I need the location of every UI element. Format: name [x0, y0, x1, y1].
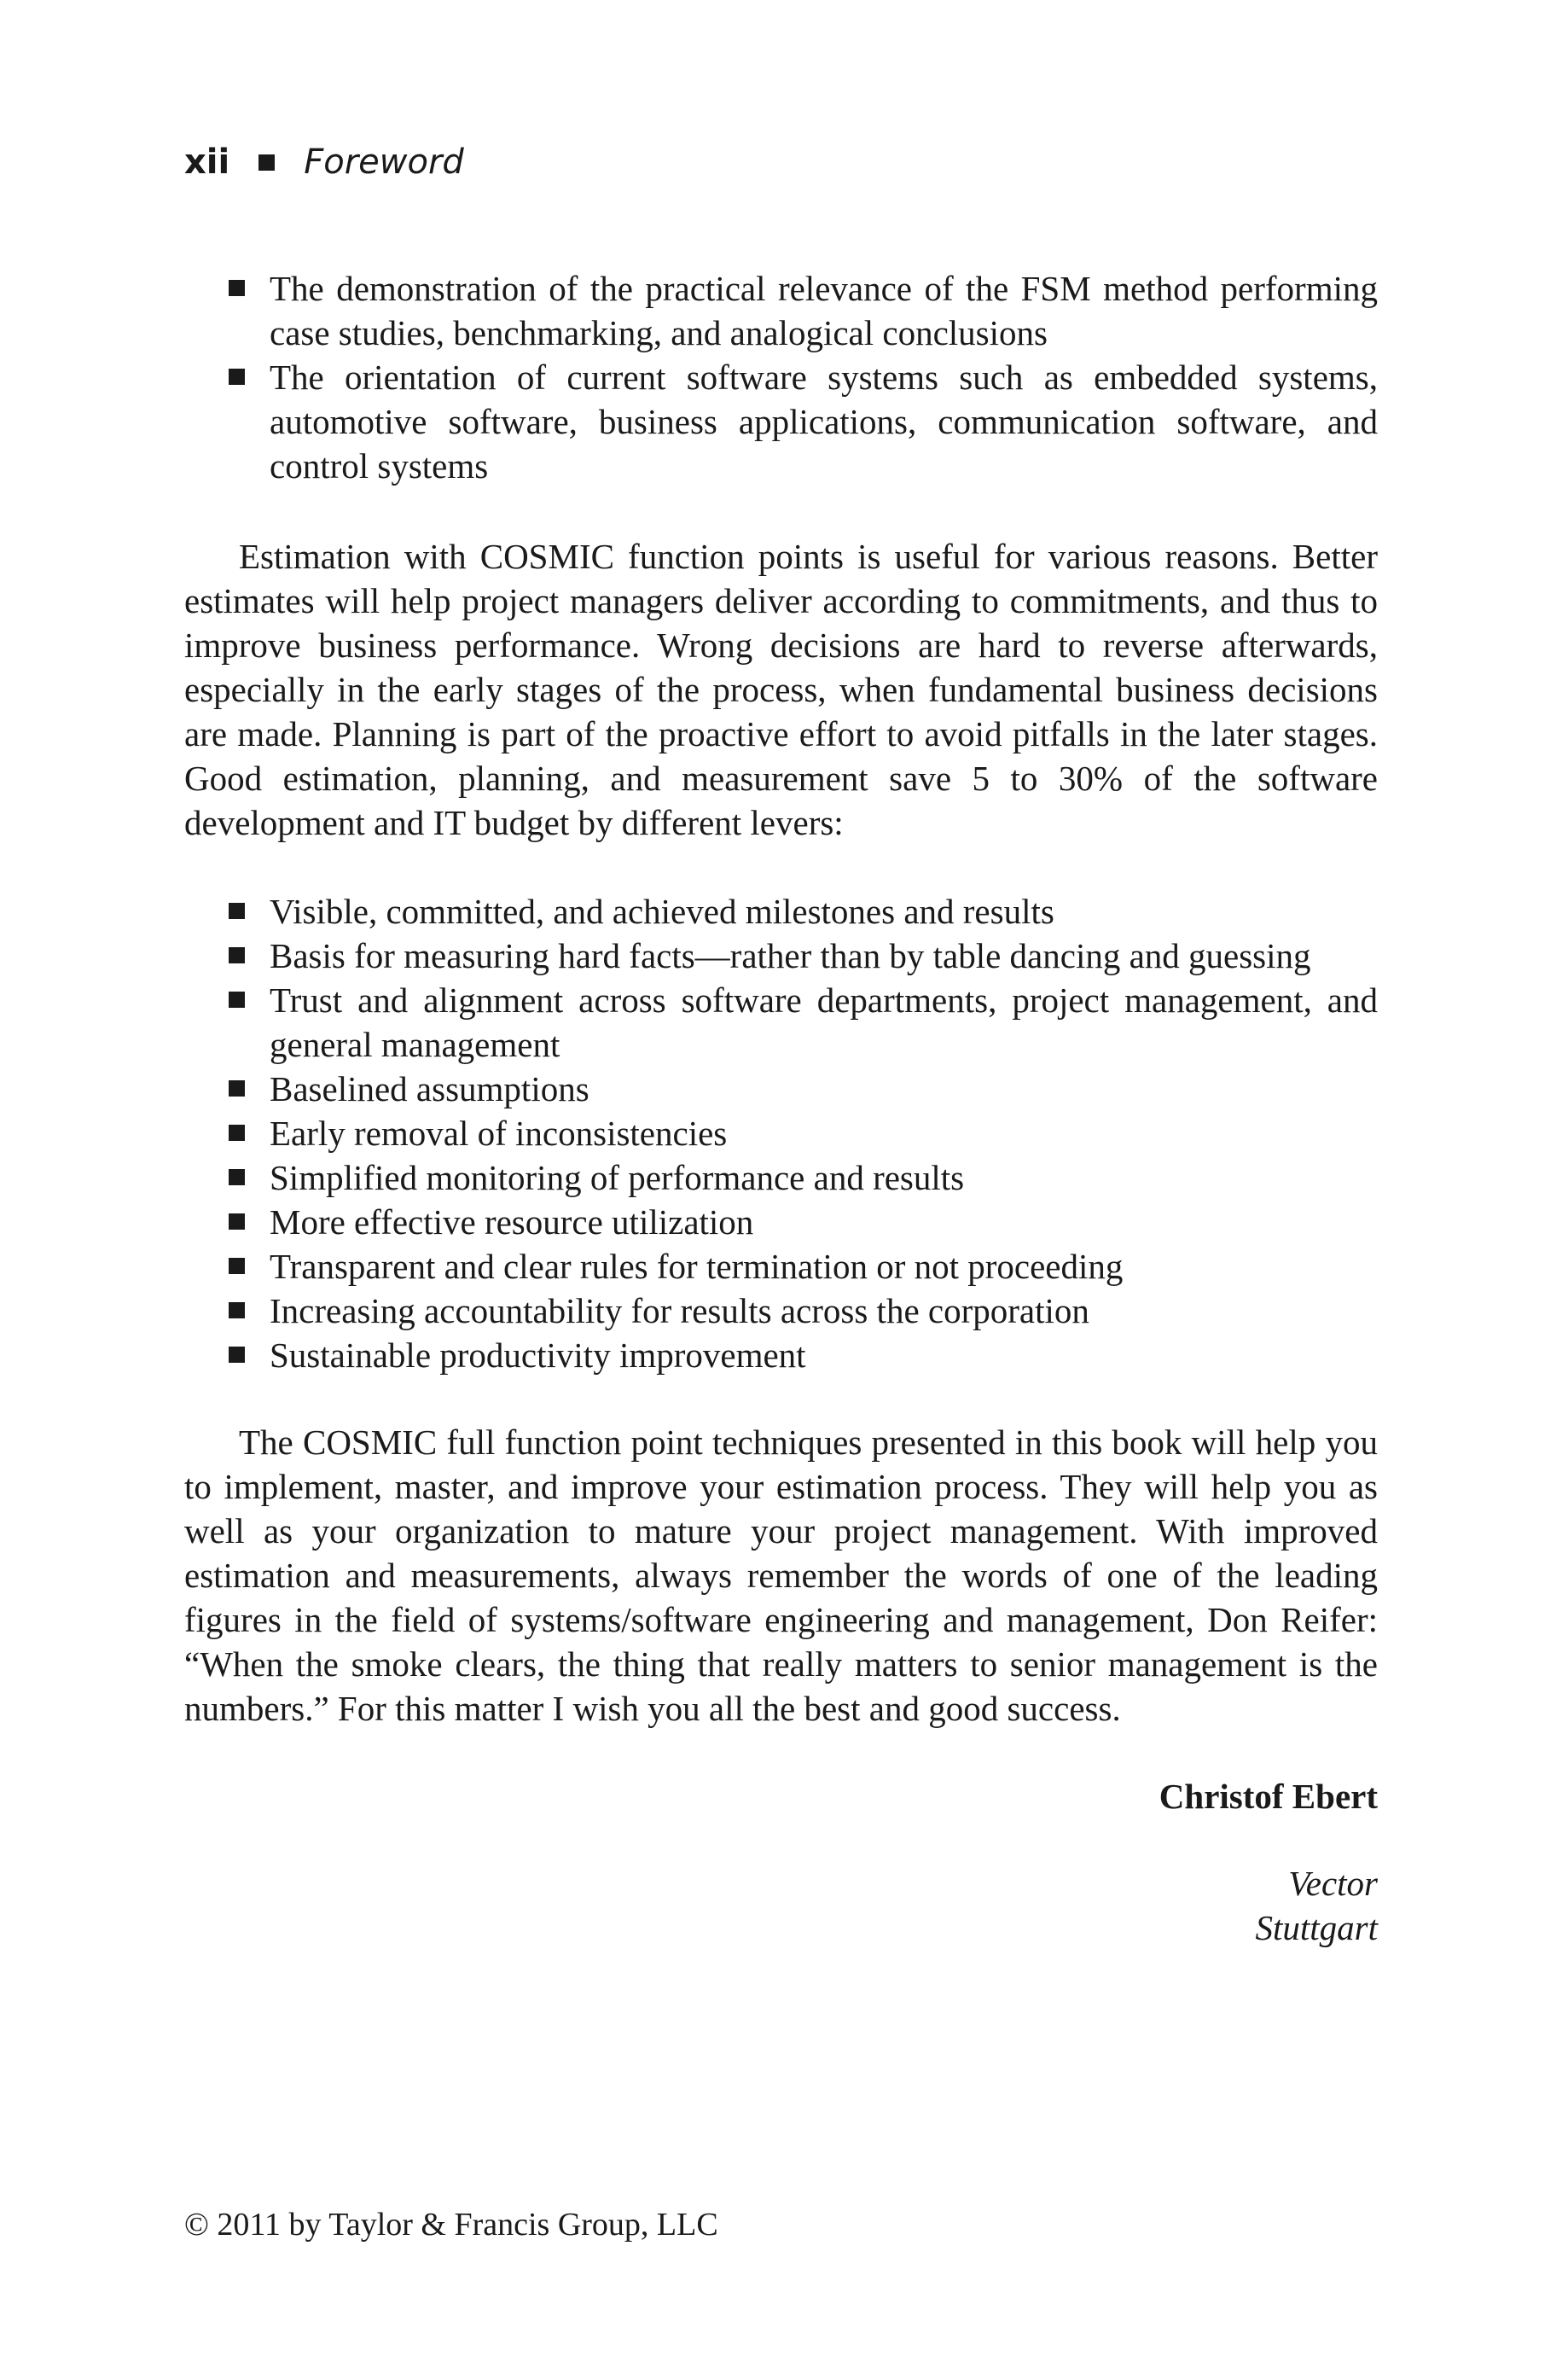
author-affiliation — [1255, 1861, 1378, 1950]
square-bullet-icon — [229, 1125, 245, 1141]
list-item-text: The demonstration of the practical relevance of the FSM method performing case studies, benchmarking, and analogical conclusions — [270, 269, 1378, 352]
list-item-text: Basis for measuring hard facts—rather than by table dancing and guessing — [270, 936, 1311, 975]
list-item-text: Early removal of inconsistencies — [270, 1114, 728, 1153]
list-item — [184, 1244, 1378, 1289]
running-head — [184, 137, 464, 188]
list-item-text: The orientation of current software systems such as embedded systems, automotive software, business applications, communication software, and control systems — [270, 358, 1378, 486]
list-item — [184, 1200, 1378, 1244]
list-item — [184, 978, 1378, 1067]
paragraph-cosmic — [184, 1420, 1378, 1731]
chapter-title: Foreword — [304, 143, 464, 182]
list-item-text: Baselined assumptions — [270, 1069, 589, 1108]
list-item — [184, 934, 1378, 978]
author-name: Christof Ebert — [1159, 1777, 1378, 1816]
square-bullet-icon — [229, 369, 245, 385]
paragraph-estimation — [184, 534, 1378, 845]
paragraph-text: Estimation with COSMIC function points is useful for various reasons. Better estimates will help project managers deliver according to commitments, and thus to improve business performance. Wrong decisions are hard to reverse afterwards, especially in the early stages of the process, when fundamental business decisions are made. Planning is part of the proactive effort to avoid pitfalls in the later stages. Good estimation, planning, and measurement save 5 to 30% of the software development and IT budget by different levers: — [184, 537, 1378, 842]
bullet-list-top — [184, 266, 1378, 488]
square-bullet-icon — [229, 1169, 245, 1185]
square-bullet-icon — [229, 1258, 245, 1274]
square-bullet-icon — [229, 1080, 245, 1097]
paragraph-text: The COSMIC full function point techniques presented in this book will help you to implement, master, and improve your estimation process. They will help you as well as your organization to mature your project management. With improved estimation and measurements, always remember the words of one of the leading figures in the field of systems/software engineering and management, Don Reifer: “When the smoke clears, the thing that really matters to senior management is the numbers.” For this matter I wish you all the best and good success. — [184, 1423, 1378, 1728]
square-bullet-icon — [229, 1302, 245, 1318]
page-number: xii — [184, 143, 230, 182]
list-item — [184, 1333, 1378, 1377]
list-item-text: Visible, committed, and achieved milestones and results — [270, 892, 1054, 931]
bullet-list-levers — [184, 889, 1378, 1377]
square-bullet-icon — [229, 280, 245, 296]
author-organization: Vector — [1288, 1864, 1378, 1903]
list-item — [184, 1155, 1378, 1200]
list-item-text: Trust and alignment across software departments, project management, and general management — [270, 980, 1378, 1064]
list-item — [184, 1067, 1378, 1111]
list-item-text: Sustainable productivity improvement — [270, 1335, 806, 1375]
square-bullet-icon — [229, 1347, 245, 1363]
list-item — [184, 355, 1378, 488]
list-item — [184, 266, 1378, 355]
list-item-text: Increasing accountability for results across the corporation — [270, 1291, 1089, 1330]
list-item — [184, 1111, 1378, 1155]
list-item — [184, 889, 1378, 934]
list-item — [184, 1289, 1378, 1333]
list-item-text: More effective resource utilization — [270, 1202, 754, 1242]
copyright-notice: © 2011 by Taylor & Francis Group, LLC — [184, 2207, 718, 2243]
list-item-text: Transparent and clear rules for termination or not proceeding — [270, 1247, 1124, 1286]
square-bullet-icon — [229, 903, 245, 919]
list-item-text: Simplified monitoring of performance and results — [270, 1158, 965, 1197]
square-bullet-icon — [258, 154, 275, 171]
square-bullet-icon — [229, 992, 245, 1008]
author-city: Stuttgart — [1255, 1908, 1378, 1947]
square-bullet-icon — [229, 1213, 245, 1230]
square-bullet-icon — [229, 947, 245, 963]
